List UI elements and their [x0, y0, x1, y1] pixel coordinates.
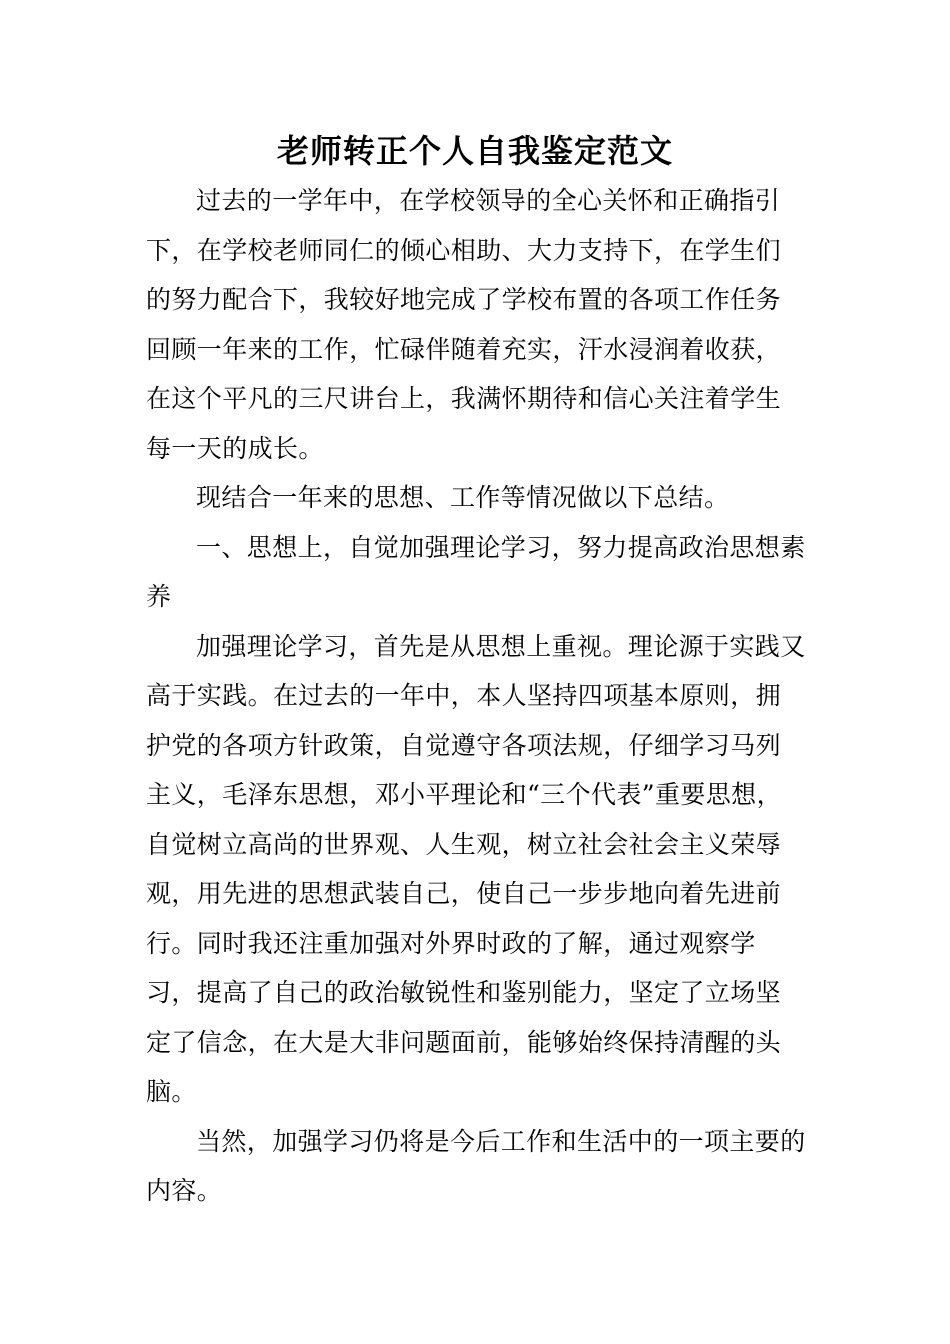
paragraph-intro: 过去的一学年中，在学校领导的全心关怀和正确指引下，在学校老师同仁的倾心相助、大力支持下，在学生们的努力配合下，我较好地完成了学校布置的各项工作任务回顾一年来的工作，忙碌伴随着充实，汗水浸润着收获，在这个平凡的三尺讲台上，我满怀期待和信心关注着学生每一天的成长。 [146, 186, 782, 463]
document-title: 老师转正个人自我鉴定范文 [276, 132, 673, 170]
paragraph-theory-study: 加强理论学习，首先是从思想上重视。理论源于实践又高于实践。在过去的一年中，本人坚持四项基本原则，拥护党的各项方针政策，自觉遵守各项法规，仔细学习马列主义，毛泽东思想，邓小平理论和“三个代表”重要思想，自觉树立高尚的世界观、人生观，树立社会社会主义荣辱观，用先进的思想武装自己，使自己一步步地向着先进前行。同时我还注重加强对外界时政的了解，通过观察学习，提高了自己的政治敏锐性和鉴别能力，坚定了立场坚定了信念，在大是大非问题面前，能够始终保持清醒的头脑。 [146, 631, 806, 1106]
document-body [146, 176, 806, 1216]
paragraph-summary-lead: 现结合一年来的思想、工作等情况做以下总结。 [196, 483, 730, 512]
section-heading-ideology: 一、思想上，自觉加强理论学习，努力提高政治思想素养 [146, 532, 806, 611]
paragraph-conclusion: 当然，加强学习仍将是今后工作和生活中的一项主要的内容。 [146, 1126, 806, 1205]
